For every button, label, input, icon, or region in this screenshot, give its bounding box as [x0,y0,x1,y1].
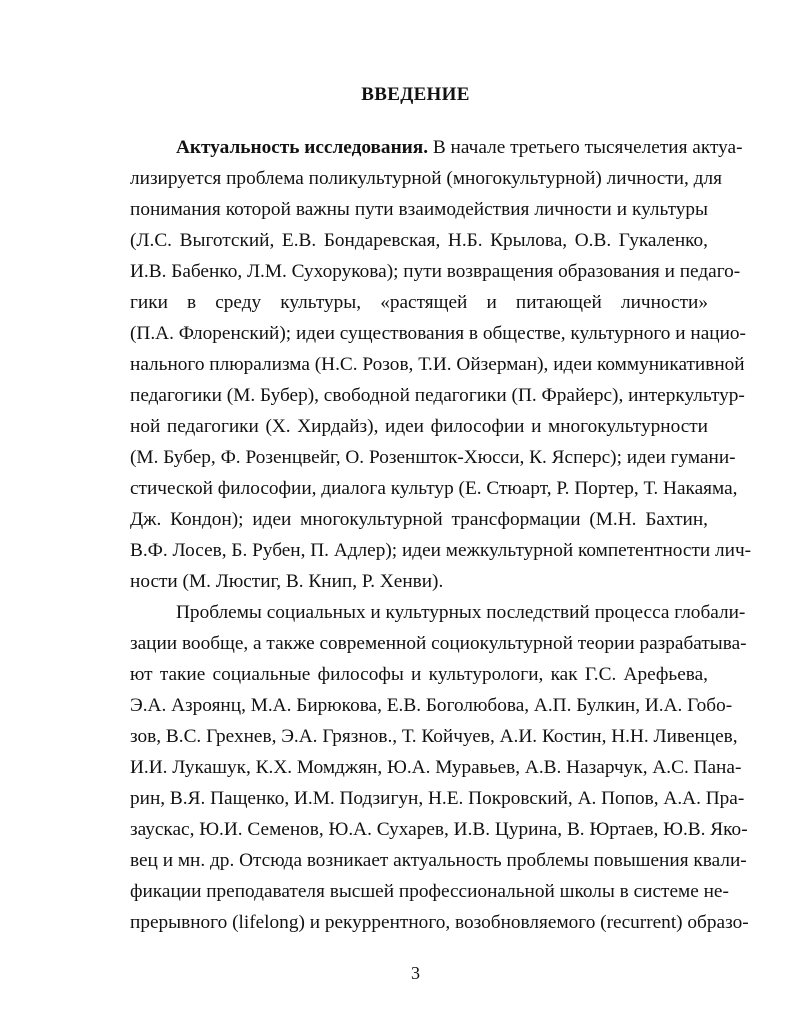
lead-text: В начале третьего тысячелетия актуа- [428,137,743,158]
text-line: прерывного (lifelong) и рекуррентного, возобновляемого (recurrent) образо- [130,912,749,933]
text-line: рин, В.Я. Пащенко, И.М. Подзигун, Н.Е. Покровский, А. Попов, А.А. Пра- [130,788,745,809]
lead-heading: Актуальность исследования. [176,137,429,158]
text-line: заускас, Ю.И. Семенов, Ю.А. Сухарев, И.В. Цурина, В. Юртаев, Ю.В. Яко- [130,819,748,840]
text-line: понимания которой важны пути взаимодействия личности и культуры [130,199,708,220]
paragraph-2-line-1: Проблемы социальных и культурных последствий процесса глобали- [176,602,746,623]
text-line: зов, В.С. Грехнев, Э.А. Грязнов., Т. Койчуев, А.И. Костин, Н.Н. Ливенцев, [130,726,738,747]
text-line: (П.А. Флоренский); идеи существования в обществе, культурного и нацио- [130,323,746,344]
text-line: педагогики (М. Бубер), свободной педагогики (П. Фрайерс), интеркультур- [130,385,745,406]
section-title: ВВЕДЕНИЕ [361,84,470,105]
text-line: лизируется проблема поликультурной (многокультурной) личности, для [130,168,722,189]
page-number: 3 [411,963,420,983]
text-line: (Л.С. Выготский, Е.В. Бондаревская, Н.Б. Крылова, О.В. Гукаленко, [130,230,708,251]
text-line: (М. Бубер, Ф. Розенцвейг, О. Розеншток-Хюсси, К. Ясперс); идеи гумани- [130,447,736,468]
text-line: В.Ф. Лосев, Б. Рубен, П. Адлер); идеи межкультурной компетентности лич- [130,540,752,561]
text-line: нального плюрализма (Н.С. Розов, Т.И. Ойзерман), идеи коммуникативной [130,354,745,375]
text-line: Э.А. Азроянц, М.А. Бирюкова, Е.В. Боголюбова, А.П. Булкин, И.А. Гобо- [130,695,733,716]
text-line: ной педагогики (Х. Хирдайз), идеи философии и многокультурности [130,416,708,437]
text-line: И.В. Бабенко, Л.М. Сухорукова); пути возвращения образования и педаго- [130,261,741,282]
text-line: ют такие социальные философы и культурологи, как Г.С. Арефьева, [130,664,708,685]
text-line: ности (М. Люстиг, В. Книп, Р. Хенви). [130,571,444,592]
text-line: гики в среду культуры, «растящей и питающей личности» [130,292,708,313]
text-line: стической философии, диалога культур (Е. Стюарт, Р. Портер, Т. Накаяма, [130,478,738,499]
text-line: И.И. Лукашук, К.Х. Момджян, Ю.А. Муравьев, А.В. Назарчук, А.С. Пана- [130,757,742,778]
text-line: вец и мн. др. Отсюда возникает актуальность проблемы повышения квали- [130,850,747,871]
text-line: зации вообще, а также современной социокультурной теории разрабатыва- [130,633,747,654]
text-line: Дж. Кондон); идеи многокультурной трансформации (М.Н. Бахтин, [130,509,708,530]
text-line: фикации преподавателя высшей профессиональной школы в системе не- [130,881,729,902]
paragraph-1-line-1 [176,137,743,158]
